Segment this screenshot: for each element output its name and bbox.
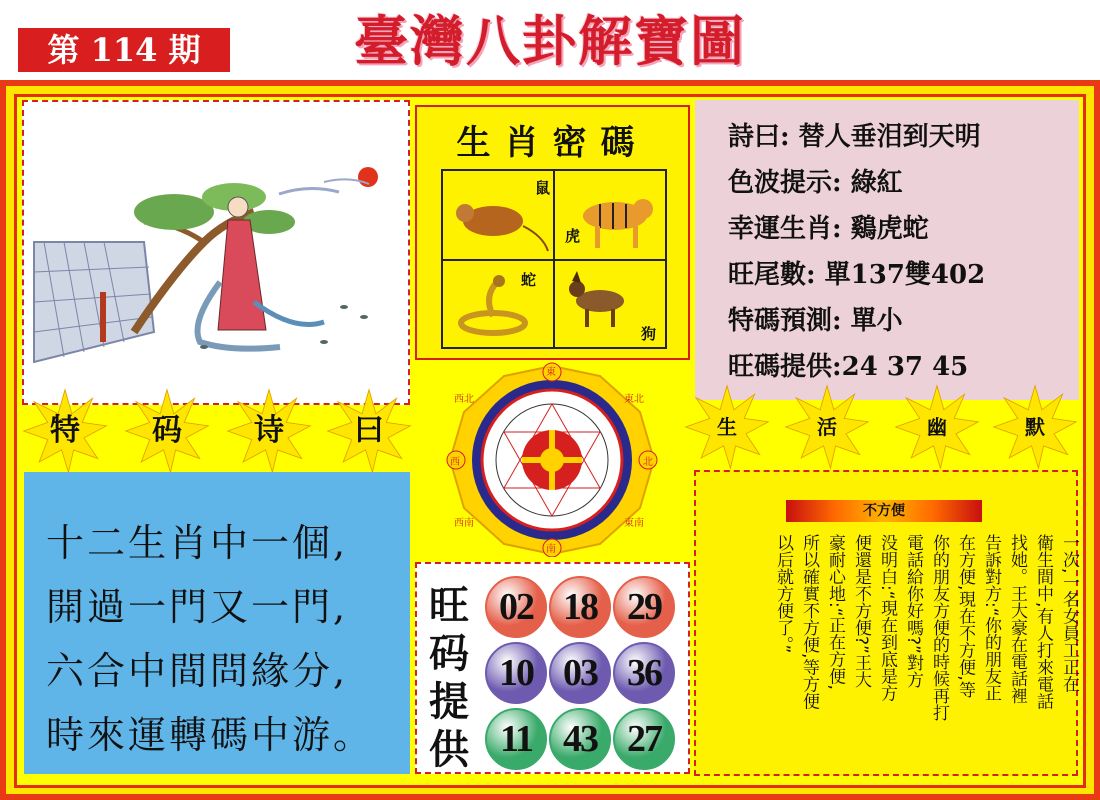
story-column: 告訴對方:“你的朋友正 [981,534,1001,702]
star-char: 默 [1025,415,1045,439]
compass-dir: 西 [450,457,460,468]
star-badge [326,388,412,474]
bagua-compass [440,362,665,557]
poem-saying: 詩曰: 替人垂泪到天明 [728,122,981,152]
zodiac-label-dog: 狗 [641,325,657,343]
number-ball: 03 [549,642,611,704]
star-char: 曰 [354,413,384,448]
story-column: 在方便,現在不方便,等 [955,534,975,698]
number-ball: 29 [613,576,675,638]
compass-corner: 東南 [624,518,644,529]
illustration-panel [22,100,410,405]
number-ball: 36 [613,642,675,704]
story-title: 不方便 [786,500,982,522]
star-char: 特 [50,413,80,448]
compass-dir: 東 [546,367,556,378]
compass-dir: 南 [546,544,556,555]
poem-line: 十二生肖中一個, [46,521,349,565]
poem-line: 六合中間問緣分, [46,649,349,693]
compass-dir: 北 [643,457,653,468]
star-badge [894,384,980,470]
number-ball: 43 [549,708,611,770]
poem-line: 開過一門又一門, [46,585,349,629]
zodiac-code-panel [415,105,690,360]
compass-corner: 西南 [454,518,474,529]
star-badge [124,388,210,474]
story-column: 衛生間中,有人打來電話 [1033,534,1053,710]
star-badge [784,384,870,470]
story-column: 豪耐心地:“正在方便, [825,534,845,690]
zodiac-cell-rat [443,171,554,259]
tail-numbers: 旺尾數: 單137雙402 [728,260,986,290]
poem-panel [24,472,410,774]
story-column: 一次,一名女員工正在 [1059,534,1079,693]
story-column: 没明白:“現在到底是方 [877,534,897,702]
number-ball: 10 [485,642,547,704]
story-column: 找她。王大豪在電話裡 [1007,534,1027,704]
story-column: 以后就方便了。” [773,534,793,654]
numbers-label-char: 码 [429,630,469,677]
star-badge [992,384,1078,470]
compass-corner: 東北 [624,394,644,405]
color-wave-hint: 色波提示: 綠紅 [728,168,903,198]
story-column: 所以確實不方便,等方便 [799,534,819,710]
poem-line: 時來運轉碼中游。 [46,713,375,757]
number-ball: 18 [549,576,611,638]
number-ball: 11 [485,708,547,770]
star-char: 诗 [254,413,284,448]
lady-under-tree-illustration [24,102,408,403]
lucky-numbers: 旺碼提供:24 37 45 [728,352,969,382]
humor-story-panel [694,470,1078,776]
zodiac-cell-snake [443,261,554,349]
story-column: 電話給你好嗎?”對方 [903,534,923,688]
lucky-zodiac: 幸運生肖: 鷄虎蛇 [728,214,929,244]
snake-icon [443,261,553,349]
story-column: 便還是不方便?”王大 [851,534,871,688]
special-prediction: 特碼預測: 單小 [728,306,903,336]
numbers-label-char: 供 [429,726,469,773]
page-title: 臺灣八卦解寶圖 [354,9,746,73]
zodiac-grid [441,169,667,349]
compass-corner: 西北 [454,394,474,405]
numbers-label-char: 旺 [429,582,469,629]
star-char: 幽 [927,415,947,439]
number-ball: 27 [613,708,675,770]
star-char: 生 [717,415,737,439]
star-badge [22,388,108,474]
number-ball: 02 [485,576,547,638]
star-char: 活 [817,415,837,439]
story-column: 你的朋友方便的時候再打 [929,534,949,721]
issue-number: 第 114 期 [18,28,230,72]
zodiac-label-tiger: 虎 [565,227,581,245]
zodiac-cell-dog [555,261,666,349]
zodiac-label-snake: 蛇 [521,271,537,289]
numbers-label-char: 提 [429,678,469,725]
zodiac-code-title: 生肖密碼 [456,123,649,163]
star-char: 码 [152,413,182,448]
info-panel [695,100,1079,400]
star-badge [684,384,770,470]
zodiac-cell-tiger [555,171,666,259]
lucky-number-panel [415,562,690,774]
star-badge [226,388,312,474]
zodiac-label-rat: 鼠 [535,179,551,197]
